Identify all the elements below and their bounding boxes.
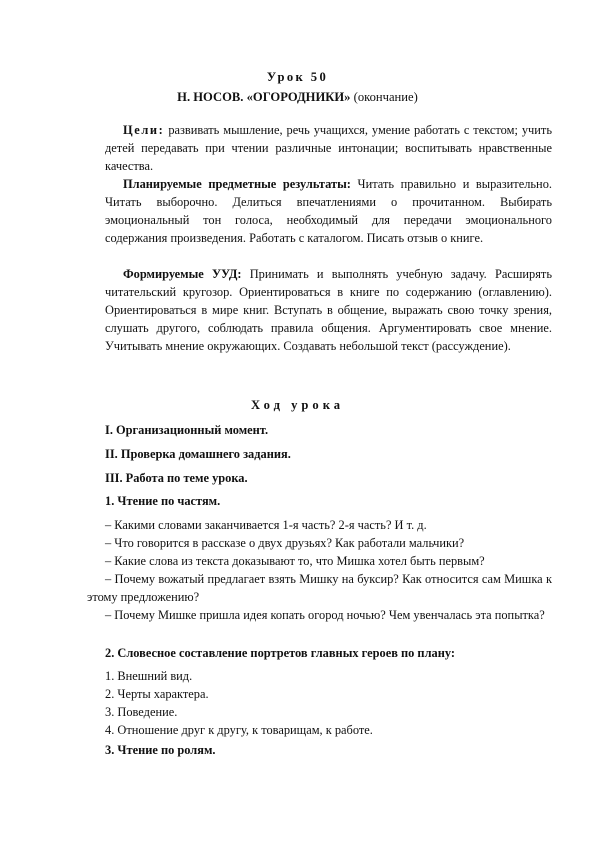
planned-results-paragraph	[105, 175, 552, 247]
goals-text: развивать мышление, речь учащихся, умение работать с текстом; учить детей передавать при чтении различные интонации; воспитывать нравственные качества.	[105, 123, 552, 173]
question-4: – Почему вожатый предлагает взять Мишку на буксир? Как относится сам Мишка к этому предложению?	[87, 572, 552, 604]
lesson-flow-heading: Ход урока	[250, 398, 345, 412]
step-2: 2. Словесное составление портретов главных героев по плану:	[105, 646, 456, 660]
title-note: (окончание)	[353, 90, 418, 104]
planned-text: Читать правильно и выразительно. Читать выборочно. Делиться впечатлениями о прочитанном. Выбирать эмоциональный тон голоса, необходимый для передачи эмоционального содержания произведения. Работать с каталогом. Писать отзыв о книге.	[105, 177, 552, 245]
question-5: – Почему Мишке пришла идея копать огород ночью? Чем увенчалась эта попытка?	[105, 608, 545, 622]
plan-item: 2. Черты характера.	[105, 687, 209, 701]
uud-paragraph	[105, 265, 552, 355]
goals-paragraph	[105, 121, 552, 175]
stage-1: I. Организационный момент.	[105, 423, 269, 437]
question-3: – Какие слова из текста доказывают то, что Мишка хотел быть первым?	[105, 554, 485, 568]
title-work: «ОГОРОДНИКИ»	[246, 90, 351, 104]
step-3: 3. Чтение по ролям.	[105, 743, 216, 757]
stage-3: III. Работа по теме урока.	[105, 471, 248, 485]
step-1: 1. Чтение по частям.	[105, 494, 221, 508]
lesson-title	[0, 90, 595, 105]
plan-item: 1. Внешний вид.	[105, 669, 193, 683]
goals-label: Цели:	[123, 123, 165, 137]
plan-item: 4. Отношение друг к другу, к товарищам, к работе.	[105, 723, 373, 737]
question-1: – Какими словами заканчивается 1-я часть? 2-я часть? И т. д.	[105, 518, 427, 532]
lesson-number: Урок 50	[266, 70, 329, 84]
plan-item: 3. Поведение.	[105, 705, 178, 719]
planned-label: Планируемые предметные результаты:	[123, 177, 351, 191]
stage-2: II. Проверка домашнего задания.	[105, 447, 291, 461]
question-2: – Что говорится в рассказе о двух друзьях? Как работали мальчики?	[105, 536, 465, 550]
uud-text: Принимать и выполнять учебную задачу. Расширять читательский кругозор. Ориентироваться в книге по содержанию (оглавлению). Ориентироваться в мире книг. Вступать в общение, выражать свою точку зрения, слушать другого, соблюдать правила общения. Аргументировать свое мнение. Учитывать мнение окружающих. Создавать небольшой текст (рассуждение).	[105, 267, 552, 353]
uud-label: Формируемые УУД:	[123, 267, 242, 281]
title-author: Н. НОСОВ.	[177, 90, 244, 104]
